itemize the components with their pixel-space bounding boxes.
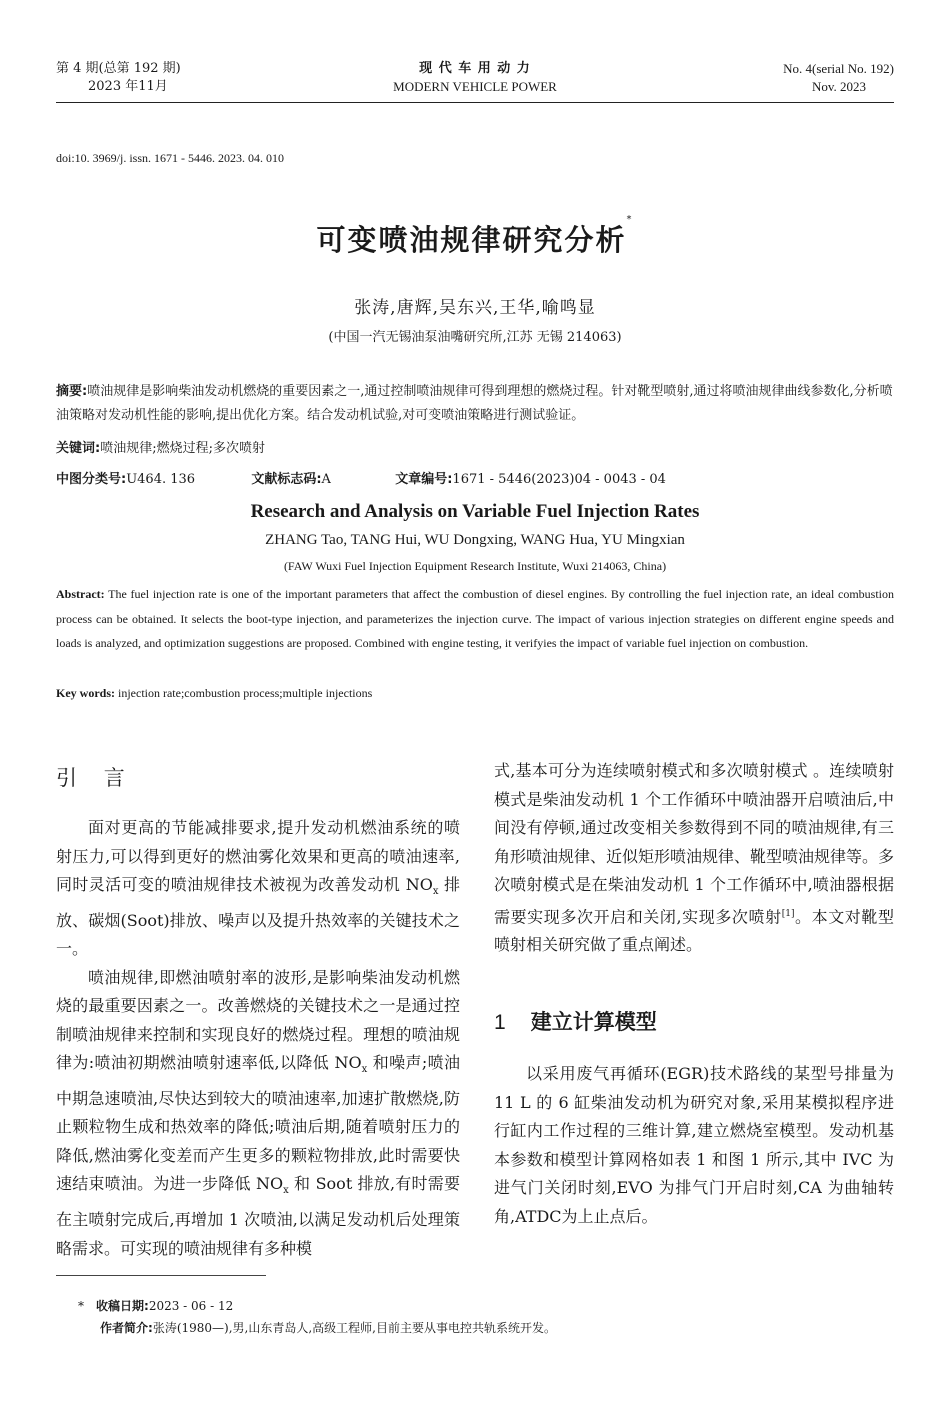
section-1-paragraph: 以采用废气再循环(EGR)技术路线的某型号排量为 11 L 的 6 缸柴油发动机为研究对象,采用某模拟程序进行缸内工作过程的三维计算,建立燃烧室模型。发动机基本参数和模型计算网格如表 1 和图 1 所示,其中 IVC 为进气门关闭时刻,EVO 为排气门开启时刻,CA 为曲轴转角,ATDC为上止点后。: [494, 1064, 894, 1226]
intro-paragraph-2: [56, 964, 460, 1263]
keywords-en-text: injection rate;combustion process;multiple injections: [115, 686, 373, 700]
english-affiliation: (FAW Wuxi Fuel Injection Equipment Research Institute, Wuxi 214063, China): [283, 559, 667, 573]
doc-code-label: 文献标志码:: [251, 472, 322, 487]
abstract-en-text: The fuel injection rate is one of the important parameters that affect the combustion of diesel engines. By controlling the fuel injection rate, an ideal combustion process can be obtained. It selects the boot-type injection, and parameterizes the injection curve. The impact of various injection strategies on different engine speeds and loads is analyzed, and optimization suggestions are proposed. Combined with engine testing, it verifyies the impact of variable fuel injection on combustion.: [56, 587, 894, 650]
english-title: Research and Analysis on Variable Fuel Injection Rates: [250, 501, 700, 522]
intro-p2-sub-1: x: [361, 1064, 368, 1076]
author-bio-label: 作者简介:: [100, 1321, 153, 1335]
keywords-cn: [56, 437, 894, 461]
classification: [56, 468, 894, 492]
intro-paragraph-1: [56, 814, 460, 964]
doi: doi:10. 3969/j. issn. 1671 - 5446. 2023. 04. 010: [56, 151, 285, 165]
section-1-title: 建立计算模型: [530, 1010, 657, 1034]
footnote-mark: *: [78, 1299, 84, 1313]
section-1-body: [494, 1060, 894, 1231]
section-1-heading: [494, 1006, 657, 1036]
right-column: [494, 757, 894, 960]
abstract-cn-label: 摘要:: [56, 384, 88, 399]
header-serial: [783, 60, 894, 96]
citation-ref-1: [1]: [781, 908, 795, 919]
header-issue-number: 第 4 期(总第 192 期): [56, 61, 181, 76]
intro-p1-text-b: 排放、碳烟(Soot)排放、噪声以及提升热效率的关键技术之一。: [56, 875, 460, 959]
header-serial-date: Nov. 2023: [811, 79, 866, 94]
header-rule: [56, 102, 894, 103]
left-column: [56, 814, 460, 1263]
intro-paragraph-continued: [494, 757, 894, 960]
keywords-cn-label: 关键词:: [56, 441, 101, 456]
affiliation: (中国一汽无锡油泵油嘴研究所,江苏 无锡 214063): [328, 330, 622, 345]
received-value: 2023 - 06 - 12: [148, 1299, 234, 1313]
intro-p1-text-a: 面对更高的节能减排要求,提升发动机燃油系统的喷射压力,可以得到更好的燃油雾化效果和更高的喷油速率,同时灵活可变的喷油规律技术被视为改善发动机 NO: [56, 818, 460, 894]
abstract-en: [56, 582, 894, 656]
clc-label: 中图分类号:: [56, 472, 127, 487]
article-number-label: 文章编号:: [395, 472, 453, 487]
clc-value: U464. 136: [126, 472, 196, 487]
intro-cont-text-b: 。本文对靴型喷射相关研究做了重点阐述。: [494, 906, 894, 955]
abstract-cn: [56, 380, 894, 428]
page-title: [0, 214, 950, 259]
section-intro-heading: [56, 762, 125, 792]
footnote-rule: [56, 1275, 266, 1276]
article-number-value: 1671 - 5446(2023)04 - 0043 - 04: [452, 472, 666, 487]
footnote-received: [78, 1295, 233, 1317]
header-journal-en: MODERN VEHICLE POWER: [393, 79, 557, 94]
intro-cont-text-a: 式,基本可分为连续喷射模式和多次喷射模式 。连续喷射模式是柴油发动机 1 个工作循环中喷油器开启喷油后,中间没有停顿,通过改变相关参数得到不同的喷油规律,有三角形喷油规律、近似矩形喷油规律、靴型喷油规律等。多次喷射模式是在柴油发动机 1 个工作循环中,喷油器根据需要实现多次开启和关闭,实现多次喷射: [494, 761, 895, 926]
english-authors: ZHANG Tao, TANG Hui, WU Dongxing, WANG Hua, YU Mingxian: [265, 532, 685, 548]
keywords-en: [56, 681, 894, 706]
intro-p2-sub-2: x: [283, 1185, 289, 1197]
keywords-en-label: Key words:: [56, 686, 115, 700]
abstract-en-label: Abstract:: [56, 587, 105, 601]
section-1-number: 1: [494, 1011, 506, 1034]
section-intro-heading-text: 引 言: [56, 766, 125, 790]
intro-p1-sub: x: [432, 886, 439, 898]
abstract-cn-text: 喷油规律是影响柴油发动机燃烧的重要因素之一,通过控制喷油规律可得到理想的燃烧过程。针对靴型喷射,通过将喷油规律曲线参数化,分析喷油策略对发动机性能的影响,提出优化方案。结合发动机试验,对可变喷油策略进行测试验证。: [56, 384, 893, 423]
authors: 张涛,唐辉,吴东兴,王华,喻鸣显: [354, 298, 596, 318]
footnote-author: [100, 1317, 556, 1339]
title-footnote-mark: *: [626, 214, 634, 225]
intro-p2-text-b: 和噪声;喷油中期急速喷油,尽快达到较大的喷油速率,加速扩散燃烧,防止颗粒物生成和热效率的降低;喷油后期,随着喷射压力的降低,燃油雾化变差而产生更多的颗粒物排放,此时需要快速结束喷油。为进一步降低 NO: [56, 1053, 460, 1194]
received-label: 收稿日期:: [96, 1299, 149, 1313]
doc-code-value: A: [321, 472, 331, 487]
author-bio-value: 张涛(1980—),男,山东青岛人,高级工程师,目前主要从事电控共轨系统开发。: [152, 1321, 556, 1335]
header-issue-date: 2023 年11月: [88, 79, 168, 94]
intro-p2-text-a: 喷油规律,即燃油喷射率的波形,是影响柴油发动机燃烧的最重要因素之一。改善燃烧的关键技术之一是通过控制喷油规律来控制和实现良好的燃烧过程。理想的喷油规律为:喷油初期燃油喷射速率低,以降低 NO: [56, 967, 460, 1073]
header-serial-number: No. 4(serial No. 192): [783, 61, 894, 76]
header-journal-cn: 现 代 车 用 动 力: [419, 61, 531, 76]
keywords-cn-text: 喷油规律;燃烧过程;多次喷射: [100, 441, 265, 456]
intro-p2-text-c: 和 Soot 排放,有时需要在主喷射完成后,再增加 1 次喷油,以满足发动机后处理策略需求。可实现的喷油规律有多种模: [56, 1174, 460, 1258]
page-title-text: 可变喷油规律研究分析: [316, 223, 627, 257]
